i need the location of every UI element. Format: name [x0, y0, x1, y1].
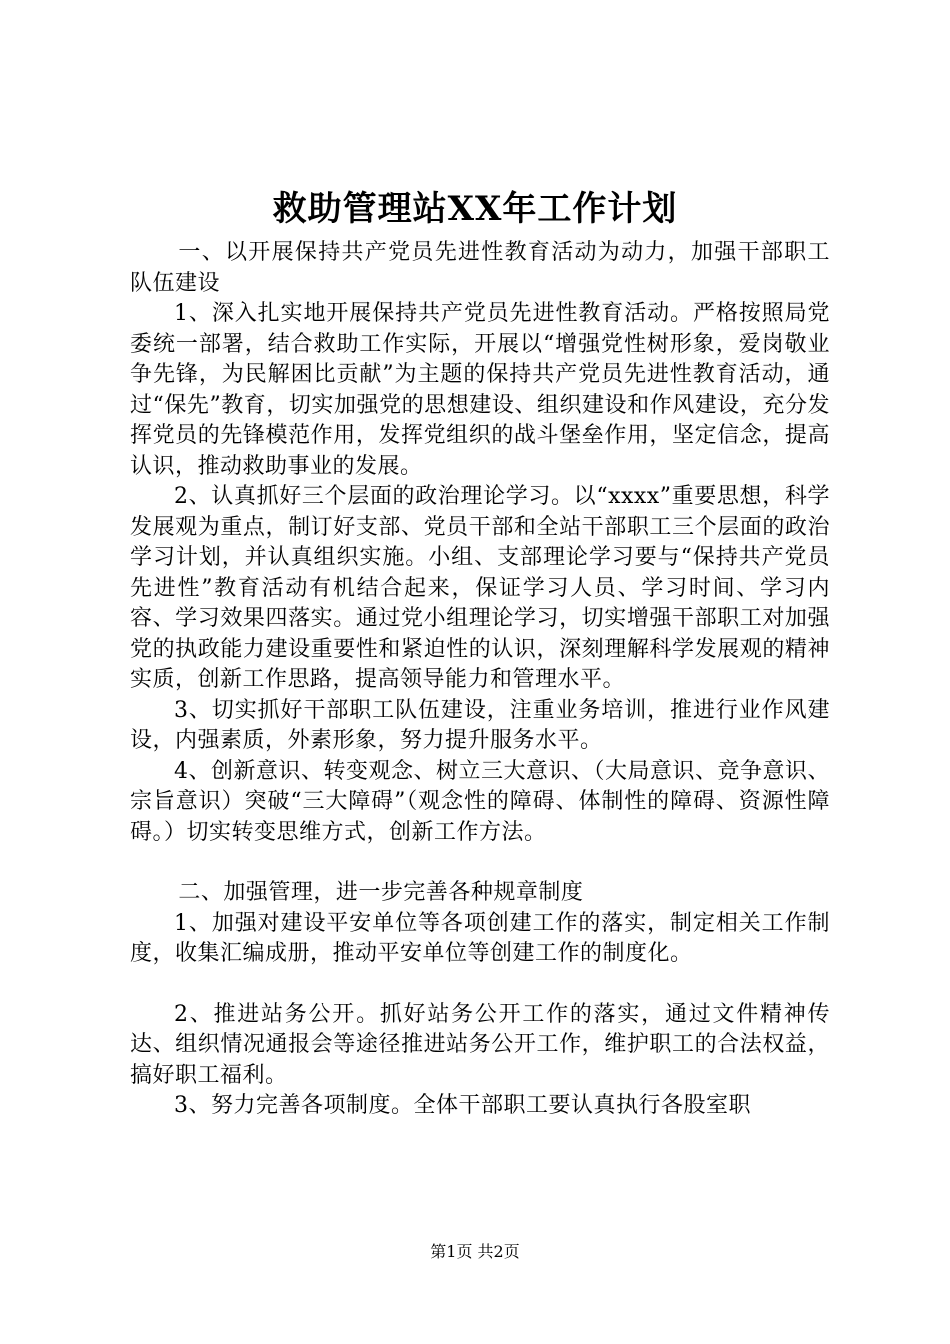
paragraph: 2、认真抓好三个层面的政治理论学习。以“xxxx”重要思想，科学发展观为重点，制订好支部、党员干部和全站干部职工三个层面的政治学习计划，并认真组织实施。小组、支部理论学习要与“保持共产党员先进性”教育活动有机结合起来，保证学习人员、学习时间、学习内容、学习效果四落实。通过党小组理论学习，切实增强干部职工对加强党的执政能力建设重要性和紧迫性的认识，深刻理解科学发展观的精神实质，创新工作思路，提高领导能力和管理水平。 — [130, 484, 830, 692]
section-heading-2: 二、加强管理，进一步完善各种规章制度 — [178, 880, 584, 905]
document-title: 救助管理站XX年工作计划 — [272, 189, 678, 229]
spacer — [130, 848, 830, 878]
paragraph: 2、推进站务公开。抓好站务公开工作的落实，通过文件精神传达、组织情况通报会等途径推进站务公开工作，维护职工的合法权益，搞好职工福利。 — [130, 1001, 830, 1088]
paragraph: 1、深入扎实地开展保持共产党员先进性教育活动。严格按照局党委统一部署，结合救助工作实际，开展以“增强党性树形象，爱岗敬业争先锋，为民解困比贡献”为主题的保持共产党员先进性教育活动，通过“保先”教育，切实加强党的思想建设、组织建设和作风建设，充分发挥党员的先锋模范作用，发挥党组织的战斗堡垒作用，坚定信念，提高认识，推动救助事业的发展。 — [130, 301, 830, 479]
paragraph: 3、努力完善各项制度。全体干部职工要认真执行各股室职 — [174, 1093, 751, 1118]
paragraph: 1、加强对建设平安单位等各项创建工作的落实，制定相关工作制度，收集汇编成册，推动平安单位等创建工作的制度化。 — [130, 910, 830, 966]
document-body — [130, 238, 830, 1122]
spacer — [130, 970, 830, 1000]
paragraph: 4、创新意识、转变观念、树立三大意识、（大局意识、竞争意识、宗旨意识）突破“三大障碍”（观念性的障碍、体制性的障碍、资源性障碍。）切实转变思维方式，创新工作方法。 — [130, 758, 830, 845]
section-heading-1: 一、以开展保持共产党员先进性教育活动为动力，加强干部职工队伍建设 — [130, 240, 830, 296]
paragraph: 3、切实抓好干部职工队伍建设，注重业务培训，推进行业作风建设，内强素质，外素形象，努力提升服务水平。 — [130, 697, 830, 753]
page-footer: 第1页 共2页 — [430, 1242, 520, 1261]
